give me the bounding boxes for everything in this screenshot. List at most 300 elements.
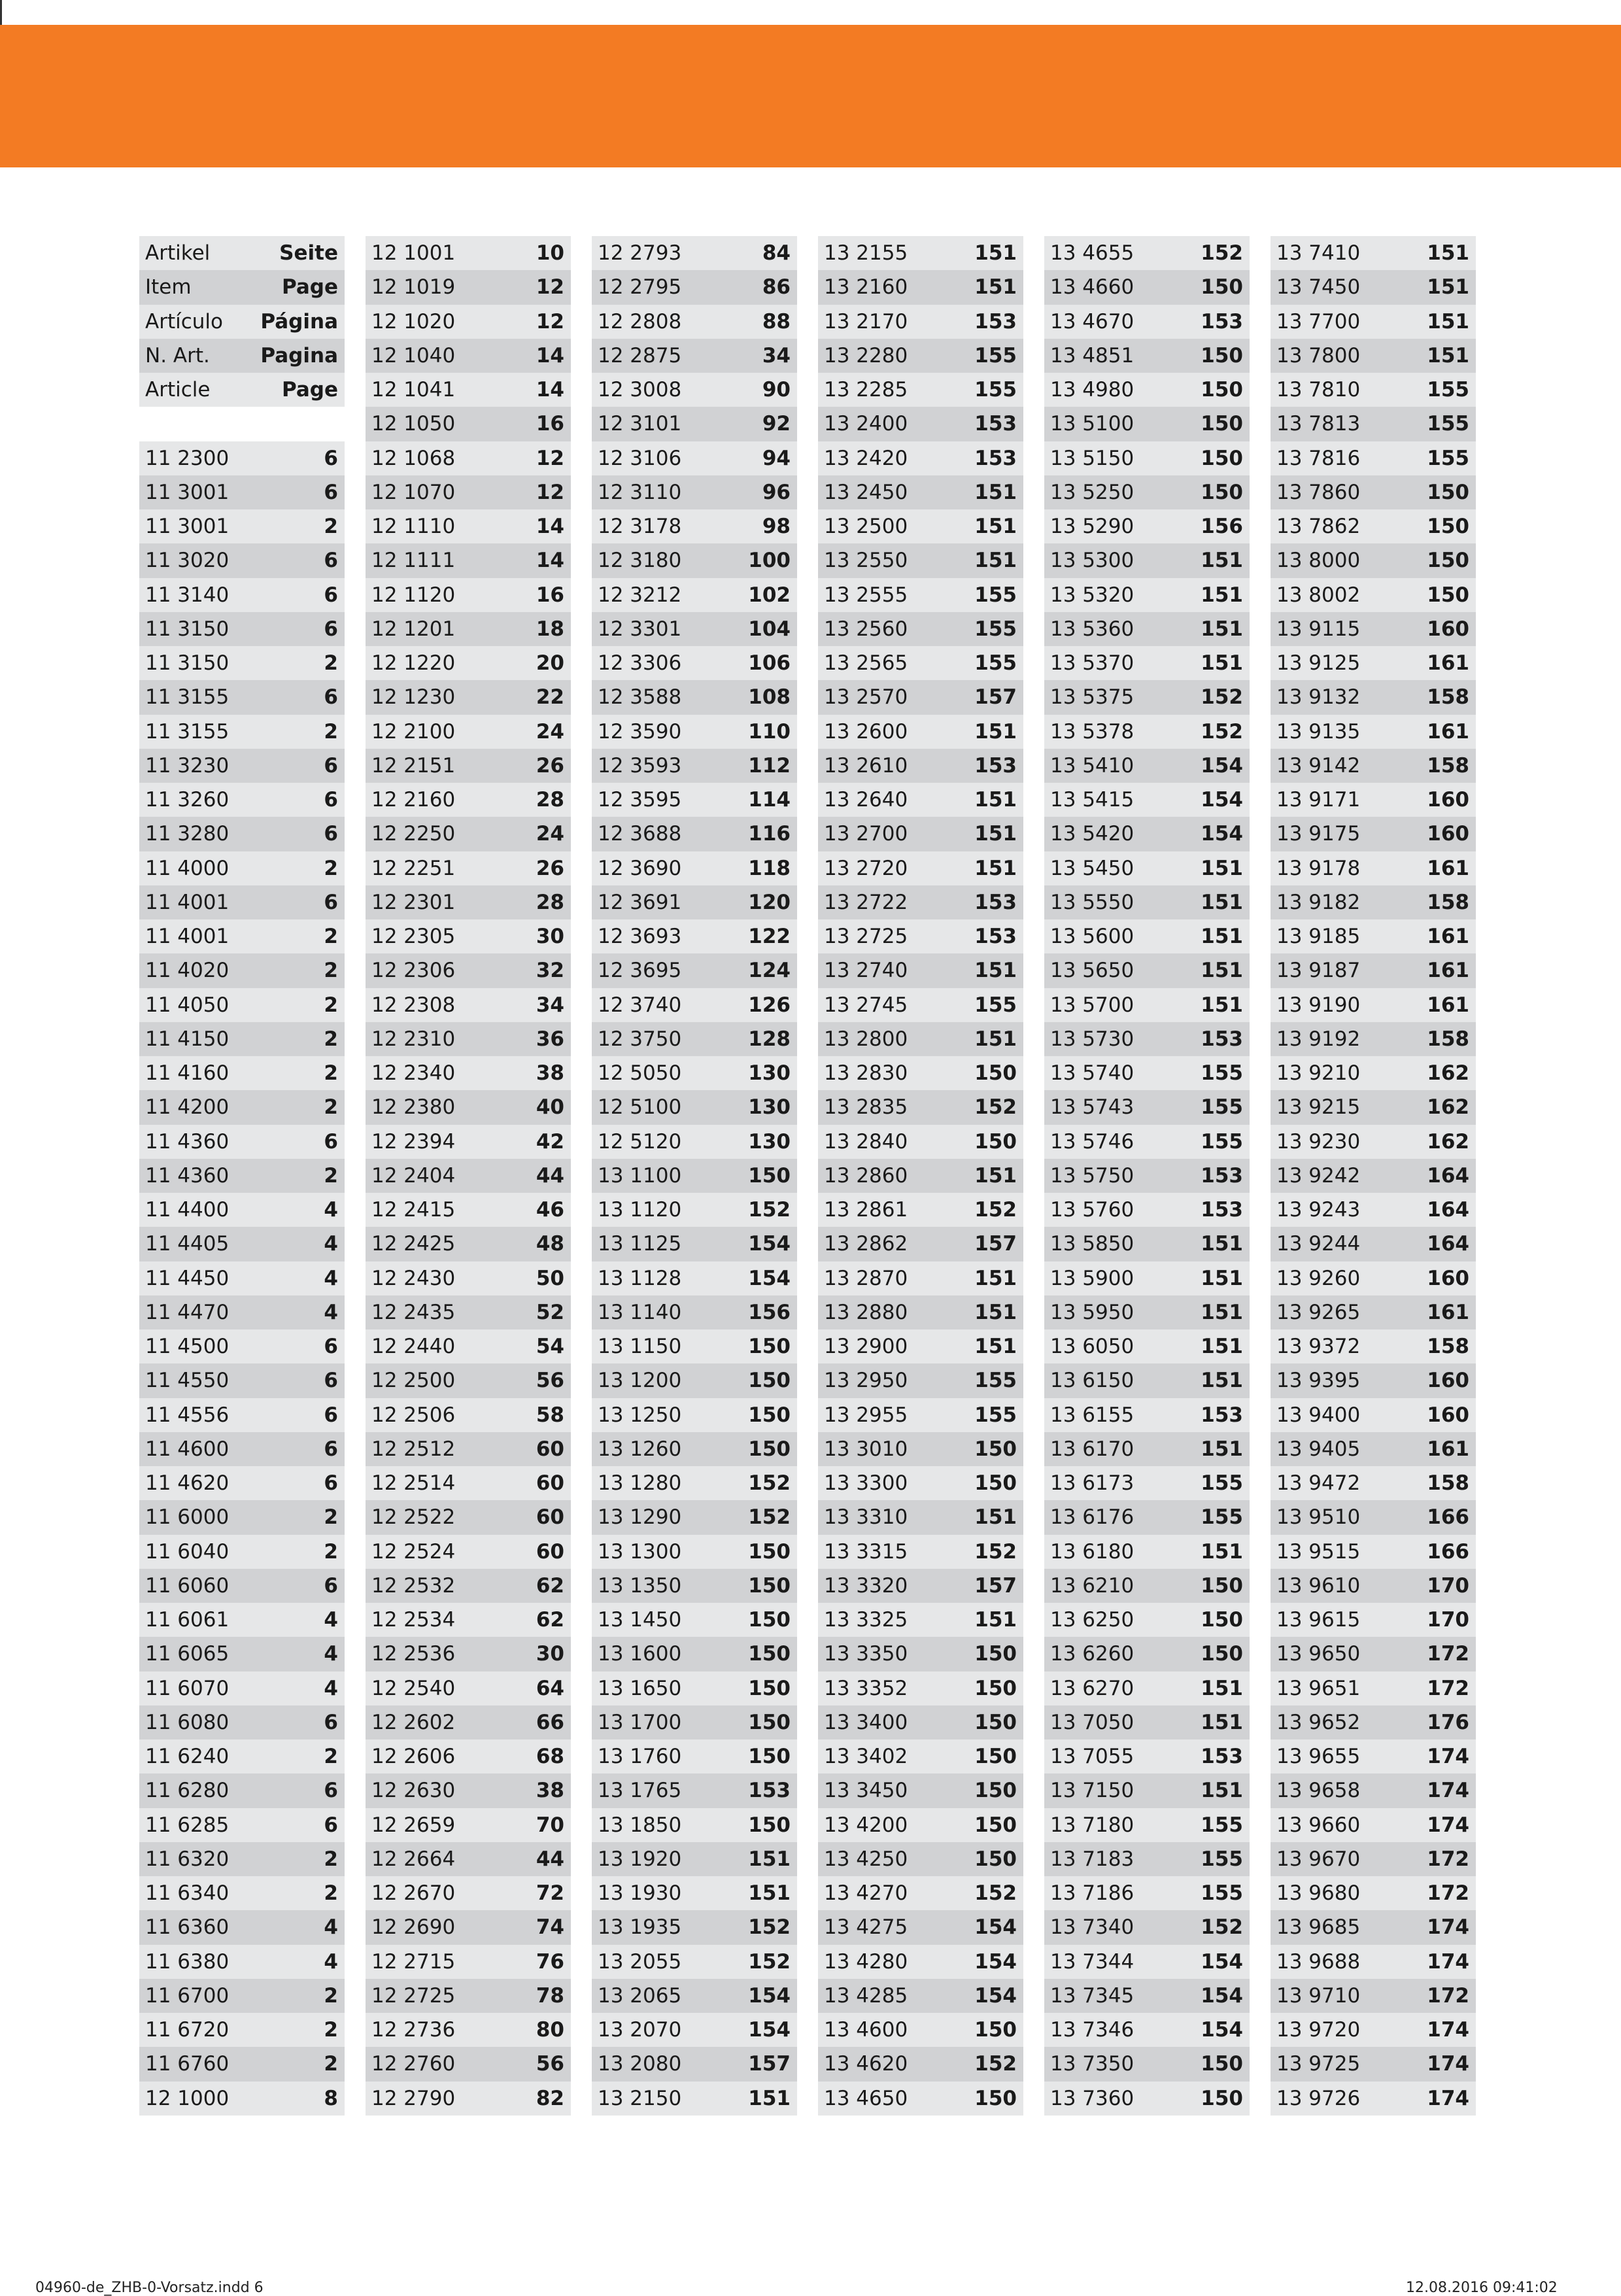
article-number: 11 4550 xyxy=(145,1369,230,1393)
page-number: 68 xyxy=(536,1745,564,1769)
article-number: 12 2606 xyxy=(371,1745,456,1769)
page-number: 150 xyxy=(1201,378,1243,402)
table-row xyxy=(592,885,797,919)
page-number: 151 xyxy=(974,856,1017,880)
article-number: 12 2760 xyxy=(371,2052,456,2076)
table-row xyxy=(366,715,571,749)
table-row xyxy=(818,749,1023,783)
table-row xyxy=(818,1910,1023,1944)
page-number: 154 xyxy=(1201,1949,1243,1974)
page-number: 118 xyxy=(748,856,791,880)
article-number: 13 9192 xyxy=(1276,1027,1361,1051)
page-number: 155 xyxy=(1201,1061,1243,1086)
table-row xyxy=(818,578,1023,612)
page-number: 151 xyxy=(974,515,1017,539)
page-number: 4 xyxy=(324,1232,338,1256)
table-row xyxy=(592,1329,797,1363)
table-row xyxy=(818,1705,1023,1739)
article-number: 12 3693 xyxy=(598,925,682,949)
table-row xyxy=(592,1876,797,1910)
article-number: 11 3230 xyxy=(145,753,230,778)
article-number: 13 7810 xyxy=(1276,378,1361,402)
table-row xyxy=(1271,1842,1476,1876)
article-number: 13 2565 xyxy=(824,651,908,676)
table-row xyxy=(1271,578,1476,612)
table-row xyxy=(366,1808,571,1842)
article-number: 12 1230 xyxy=(371,685,456,710)
table-row xyxy=(1271,1056,1476,1090)
table-row xyxy=(1271,1945,1476,1979)
article-number: 13 6170 xyxy=(1050,1437,1135,1461)
article-number: 13 9610 xyxy=(1276,1573,1361,1598)
table-row xyxy=(1044,1739,1250,1773)
table-row xyxy=(1271,1500,1476,1534)
table-row xyxy=(139,1842,345,1876)
page-number: 155 xyxy=(1427,446,1469,470)
table-row xyxy=(139,1363,345,1397)
article-number: 13 5375 xyxy=(1050,685,1135,710)
table-row xyxy=(1044,1295,1250,1329)
article-number: 13 5950 xyxy=(1050,1300,1135,1324)
article-number: 13 1650 xyxy=(598,1676,682,1700)
page-number: 52 xyxy=(536,1300,564,1324)
page-number: 44 xyxy=(536,1847,564,1871)
page-number: 6 xyxy=(324,1129,338,1154)
table-row xyxy=(1271,1125,1476,1159)
table-row xyxy=(1271,305,1476,339)
table-row xyxy=(1044,305,1250,339)
table-row xyxy=(366,2082,571,2116)
table-row xyxy=(366,817,571,851)
article-number: 13 9658 xyxy=(1276,1779,1361,1803)
page-number: 172 xyxy=(1427,1881,1469,1906)
article-number: 12 2664 xyxy=(371,1847,456,1871)
article-number: 12 1040 xyxy=(371,343,456,368)
page-number: 6 xyxy=(324,1573,338,1598)
page-number: 2 xyxy=(324,2018,338,2042)
table-row xyxy=(1044,612,1250,646)
page-number: 150 xyxy=(974,1813,1017,1837)
page-number: 150 xyxy=(1427,583,1469,607)
page-number: 150 xyxy=(748,1813,791,1837)
page-number: 112 xyxy=(748,753,791,778)
index-column-1 xyxy=(139,236,345,2116)
page-number: 114 xyxy=(748,788,791,812)
table-row xyxy=(818,2082,1023,2116)
page-number: 151 xyxy=(974,1335,1017,1359)
article-number: 13 1450 xyxy=(598,1608,682,1632)
page-number: 120 xyxy=(748,890,791,914)
page-number: 2 xyxy=(324,1163,338,1188)
article-number: 12 2305 xyxy=(371,925,456,949)
article-number: 13 2720 xyxy=(824,856,908,880)
article-number: 13 1935 xyxy=(598,1915,682,1940)
table-row xyxy=(1271,2013,1476,2047)
page-number: 30 xyxy=(536,1642,564,1666)
page-number: 40 xyxy=(536,1095,564,1120)
table-row xyxy=(818,1022,1023,1056)
article-number: 13 9242 xyxy=(1276,1163,1361,1188)
article-number: 13 2080 xyxy=(598,2052,682,2076)
page-number: 12 xyxy=(536,275,564,300)
table-row xyxy=(1271,509,1476,543)
page-number: 38 xyxy=(536,1779,564,1803)
page-number: 150 xyxy=(748,1745,791,1769)
article-number: 13 9651 xyxy=(1276,1676,1361,1700)
article-number: 12 2100 xyxy=(371,719,456,744)
table-row xyxy=(1271,715,1476,749)
page-number: 162 xyxy=(1427,1129,1469,1154)
table-row xyxy=(366,1056,571,1090)
table-row xyxy=(592,851,797,885)
page-number: 6 xyxy=(324,685,338,710)
table-row xyxy=(818,1159,1023,1193)
index-column-4 xyxy=(818,236,1023,2116)
page-number: 24 xyxy=(536,719,564,744)
index-column-3 xyxy=(592,236,797,2116)
article-number: 12 3306 xyxy=(598,651,682,676)
page-number: 2 xyxy=(324,1847,338,1871)
page-number: 155 xyxy=(974,1403,1017,1427)
page-number: 155 xyxy=(1201,1095,1243,1120)
page-number: 78 xyxy=(536,1983,564,2008)
page-number: 151 xyxy=(1201,1676,1243,1700)
article-number: 13 5250 xyxy=(1050,480,1135,504)
table-row xyxy=(592,1466,797,1500)
article-number: 13 3352 xyxy=(824,1676,908,1700)
table-row xyxy=(366,509,571,543)
table-row xyxy=(1044,373,1250,407)
article-number: 13 6270 xyxy=(1050,1676,1135,1700)
article-number: 12 3740 xyxy=(598,993,682,1017)
table-row xyxy=(592,1125,797,1159)
article-number: 11 4200 xyxy=(145,1095,230,1120)
table-row xyxy=(592,1295,797,1329)
article-number: 13 2840 xyxy=(824,1129,908,1154)
table-row xyxy=(139,1295,345,1329)
table-row xyxy=(139,1398,345,1432)
page-number: 160 xyxy=(1427,822,1469,846)
table-row xyxy=(366,1979,571,2013)
page-number: 150 xyxy=(748,1573,791,1598)
page-number: 60 xyxy=(536,1505,564,1530)
article-number: 13 7813 xyxy=(1276,412,1361,436)
table-row xyxy=(1271,543,1476,577)
page-number: 60 xyxy=(536,1539,564,1564)
article-number: 13 1260 xyxy=(598,1437,682,1461)
header-page-label: Página xyxy=(260,309,338,334)
article-number: 13 6180 xyxy=(1050,1539,1135,1564)
table-row xyxy=(1271,236,1476,270)
article-number: 13 1760 xyxy=(598,1745,682,1769)
article-number: 12 2808 xyxy=(598,309,682,334)
table-row xyxy=(592,373,797,407)
table-row xyxy=(592,953,797,987)
table-row xyxy=(592,1739,797,1773)
header-page-label: Seite xyxy=(279,241,338,266)
article-number: 13 6155 xyxy=(1050,1403,1135,1427)
article-number: 13 2745 xyxy=(824,993,908,1017)
index-column-5 xyxy=(1044,236,1250,2116)
page-number: 155 xyxy=(974,343,1017,368)
page-number: 151 xyxy=(1427,343,1469,368)
page-number: 174 xyxy=(1427,1813,1469,1837)
footer-filename: 04960-de_ZHB-0-Vorsatz.indd 6 xyxy=(35,2280,264,2296)
table-row xyxy=(139,1535,345,1569)
header-item-label: N. Art. xyxy=(145,343,210,368)
table-row xyxy=(1044,1125,1250,1159)
page-number: 2 xyxy=(324,925,338,949)
page-number: 6 xyxy=(324,583,338,607)
page-number: 4 xyxy=(324,1198,338,1222)
page-number: 151 xyxy=(748,1881,791,1906)
article-number: 13 7186 xyxy=(1050,1881,1135,1906)
page-number: 150 xyxy=(1427,515,1469,539)
page-number: 150 xyxy=(748,1676,791,1700)
table-row xyxy=(592,1261,797,1295)
page-number: 160 xyxy=(1427,1369,1469,1393)
article-number: 11 6060 xyxy=(145,1573,230,1598)
page-number: 150 xyxy=(1427,480,1469,504)
page-number: 20 xyxy=(536,651,564,676)
article-number: 12 3595 xyxy=(598,788,682,812)
page-number: 2 xyxy=(324,1745,338,1769)
table-row xyxy=(592,1090,797,1124)
table-row xyxy=(818,1773,1023,1808)
page-number: 150 xyxy=(748,1163,791,1188)
page-number: 86 xyxy=(762,275,791,300)
page-number: 153 xyxy=(1201,309,1243,334)
table-row xyxy=(366,1910,571,1944)
article-number: 13 2950 xyxy=(824,1369,908,1393)
article-number: 11 6760 xyxy=(145,2052,230,2076)
page-number: 151 xyxy=(1201,993,1243,1017)
article-number: 13 6173 xyxy=(1050,1471,1135,1496)
table-row xyxy=(139,2013,345,2047)
article-number: 13 5150 xyxy=(1050,446,1135,470)
table-row xyxy=(1271,1193,1476,1227)
table-row xyxy=(366,1739,571,1773)
table-row xyxy=(1271,851,1476,885)
table-row xyxy=(1271,2082,1476,2116)
page-number: 150 xyxy=(1201,2052,1243,2076)
table-row xyxy=(1044,1090,1250,1124)
article-number: 13 5410 xyxy=(1050,753,1135,778)
article-number: 13 4285 xyxy=(824,1983,908,2008)
article-number: 11 6240 xyxy=(145,1745,230,1769)
page-number: 42 xyxy=(536,1129,564,1154)
table-row xyxy=(139,1193,345,1227)
article-number: 13 9132 xyxy=(1276,685,1361,710)
page-number: 150 xyxy=(1201,1608,1243,1632)
article-number: 13 2280 xyxy=(824,343,908,368)
table-row xyxy=(818,2013,1023,2047)
article-number: 13 3350 xyxy=(824,1642,908,1666)
table-row xyxy=(1044,1773,1250,1808)
article-number: 13 8002 xyxy=(1276,583,1361,607)
article-number: 12 2534 xyxy=(371,1608,456,1632)
page-number: 157 xyxy=(748,2052,791,2076)
table-row xyxy=(818,1500,1023,1534)
table-row xyxy=(1044,543,1250,577)
table-row xyxy=(366,2013,571,2047)
page-number: 16 xyxy=(536,583,564,607)
table-row xyxy=(592,1773,797,1808)
table-row xyxy=(1044,1159,1250,1193)
article-number: 12 2301 xyxy=(371,890,456,914)
page-number: 151 xyxy=(1201,1300,1243,1324)
table-row xyxy=(592,305,797,339)
table-row xyxy=(139,749,345,783)
article-number: 13 9515 xyxy=(1276,1539,1361,1564)
page-number: 152 xyxy=(974,1881,1017,1906)
table-row xyxy=(1044,988,1250,1022)
page-number: 108 xyxy=(748,685,791,710)
page-number: 62 xyxy=(536,1608,564,1632)
article-number: 12 1068 xyxy=(371,446,456,470)
article-number: 12 5100 xyxy=(598,1095,682,1120)
orange-header-banner xyxy=(0,25,1621,167)
table-row xyxy=(818,1125,1023,1159)
table-row xyxy=(1271,373,1476,407)
page-number: 151 xyxy=(1201,890,1243,914)
article-number: 13 9395 xyxy=(1276,1369,1361,1393)
table-row xyxy=(1044,1945,1250,1979)
table-row xyxy=(1271,646,1476,680)
table-row xyxy=(1044,270,1250,304)
page-number: 151 xyxy=(1427,241,1469,266)
article-number: 13 5600 xyxy=(1050,925,1135,949)
page-number: 152 xyxy=(748,1471,791,1496)
article-number: 12 1120 xyxy=(371,583,456,607)
page-number: 174 xyxy=(1427,2018,1469,2042)
article-number: 12 2795 xyxy=(598,275,682,300)
article-number: 11 3280 xyxy=(145,822,230,846)
page-number: 151 xyxy=(1201,583,1243,607)
page-number: 150 xyxy=(748,1642,791,1666)
table-row xyxy=(592,1603,797,1637)
article-number: 13 5370 xyxy=(1050,651,1135,676)
page-number: 161 xyxy=(1427,1437,1469,1461)
page-number: 154 xyxy=(1201,2018,1243,2042)
table-row xyxy=(1044,407,1250,441)
table-row xyxy=(139,1022,345,1056)
table-row xyxy=(818,1261,1023,1295)
page-number: 151 xyxy=(974,1608,1017,1632)
article-number: 13 3450 xyxy=(824,1779,908,1803)
article-number: 13 1290 xyxy=(598,1505,682,1530)
page-number: 151 xyxy=(1201,1539,1243,1564)
table-row xyxy=(592,612,797,646)
table-row xyxy=(1271,885,1476,919)
page-number: 26 xyxy=(536,856,564,880)
article-number: 12 2512 xyxy=(371,1437,456,1461)
article-number: 13 1600 xyxy=(598,1642,682,1666)
table-row xyxy=(818,680,1023,714)
article-number: 13 3402 xyxy=(824,1745,908,1769)
page-number: 150 xyxy=(748,1437,791,1461)
header-page-label: Page xyxy=(281,275,338,300)
page-number: 58 xyxy=(536,1403,564,1427)
article-number: 11 4500 xyxy=(145,1335,230,1359)
footer-timestamp: 12.08.2016 09:41:02 xyxy=(1406,2280,1558,2296)
page-number: 10 xyxy=(536,241,564,266)
table-row xyxy=(818,1671,1023,1705)
article-number: 12 3590 xyxy=(598,719,682,744)
table-row xyxy=(592,1363,797,1397)
article-number: 13 7150 xyxy=(1050,1779,1135,1803)
page-number: 161 xyxy=(1427,1300,1469,1324)
page-number: 104 xyxy=(748,617,791,641)
page-number: 150 xyxy=(974,1471,1017,1496)
article-number: 13 1920 xyxy=(598,1847,682,1871)
article-number: 12 2404 xyxy=(371,1163,456,1188)
table-row xyxy=(139,1739,345,1773)
article-number: 12 2715 xyxy=(371,1949,456,1974)
page-number: 124 xyxy=(748,959,791,983)
page-number: 151 xyxy=(974,959,1017,983)
table-row xyxy=(818,1603,1023,1637)
article-number: 13 5750 xyxy=(1050,1163,1135,1188)
page-number: 158 xyxy=(1427,685,1469,710)
article-number: 13 7860 xyxy=(1276,480,1361,504)
table-row xyxy=(366,783,571,817)
table-row xyxy=(818,885,1023,919)
page-number: 6 xyxy=(324,549,338,573)
page-number: 150 xyxy=(748,1710,791,1734)
table-row xyxy=(366,1773,571,1808)
article-number: 12 3688 xyxy=(598,822,682,846)
article-number: 13 2870 xyxy=(824,1266,908,1290)
page-number: 161 xyxy=(1427,925,1469,949)
article-number: 13 9265 xyxy=(1276,1300,1361,1324)
page-number: 174 xyxy=(1427,1949,1469,1974)
article-number: 12 3212 xyxy=(598,583,682,607)
page-number: 150 xyxy=(1201,343,1243,368)
article-number: 12 2736 xyxy=(371,2018,456,2042)
page-number: 152 xyxy=(1201,1915,1243,1940)
article-number: 12 3106 xyxy=(598,446,682,470)
article-number: 11 6061 xyxy=(145,1608,230,1632)
page-number: 174 xyxy=(1427,2052,1469,2076)
article-number: 13 9187 xyxy=(1276,959,1361,983)
table-row xyxy=(592,1535,797,1569)
table-row xyxy=(139,680,345,714)
table-row xyxy=(1044,1432,1250,1466)
page-number: 150 xyxy=(1201,275,1243,300)
page-number: 22 xyxy=(536,685,564,710)
table-row xyxy=(1044,783,1250,817)
table-row xyxy=(1044,715,1250,749)
article-number: 12 2340 xyxy=(371,1061,456,1086)
table-row xyxy=(139,578,345,612)
article-number: 11 4470 xyxy=(145,1300,230,1324)
header-label-row xyxy=(139,339,345,373)
table-row xyxy=(592,2013,797,2047)
page-number: 82 xyxy=(536,2086,564,2110)
table-row xyxy=(592,1979,797,2013)
page-number: 150 xyxy=(1201,1573,1243,1598)
article-number: 13 7344 xyxy=(1050,1949,1135,1974)
article-number: 11 3155 xyxy=(145,685,230,710)
table-row xyxy=(1271,1979,1476,2013)
table-row xyxy=(1044,1910,1250,1944)
article-number: 12 2251 xyxy=(371,856,456,880)
article-number: 13 5300 xyxy=(1050,549,1135,573)
table-row xyxy=(139,1500,345,1534)
table-row xyxy=(366,305,571,339)
page-number: 153 xyxy=(748,1779,791,1803)
